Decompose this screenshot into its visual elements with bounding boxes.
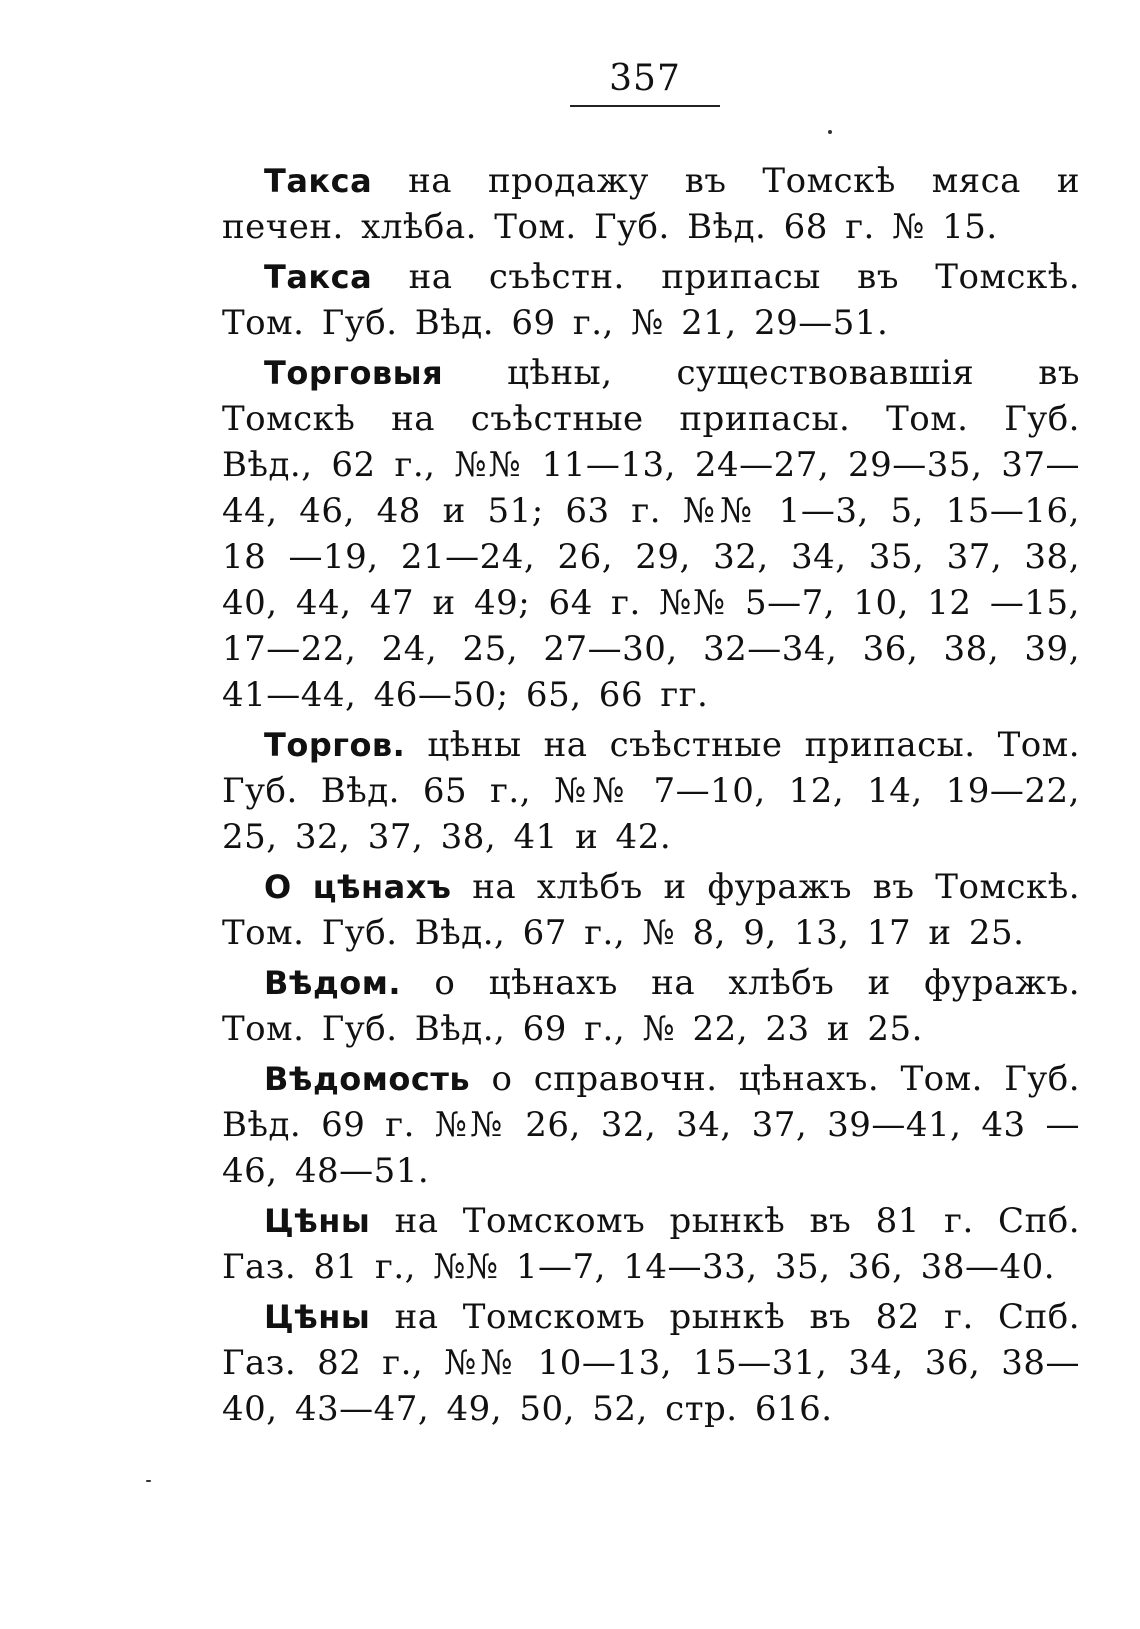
entry-text: на съѣстн. припасы въ Томскѣ. Том. Губ. Вѣд. 69 г., № 21, 29—51. <box>222 257 1080 343</box>
print-speck <box>828 130 832 134</box>
bibliography-entry <box>222 254 1080 346</box>
bibliography-entry <box>222 158 1080 250</box>
bibliography-entry <box>222 960 1080 1052</box>
entry-text: цѣны на съѣстные припасы. Том. Губ. Вѣд. 65 г., №№ 7—10, 12, 14, 19—22, 25, 32, 37, 38, 41 и 42. <box>222 725 1080 857</box>
bibliography-entry <box>222 1198 1080 1290</box>
page-number: 357 <box>609 58 681 99</box>
entry-heading: Вѣдом. <box>264 964 402 1002</box>
entry-heading: О цѣнахъ <box>264 868 452 906</box>
bibliography-entries <box>222 158 1080 1436</box>
entry-heading: Цѣны <box>264 1202 371 1240</box>
entry-text: на Томскомъ рынкѣ въ 81 г. Спб. Газ. 81 г., №№ 1—7, 14—33, 35, 36, 38—40. <box>222 1201 1081 1287</box>
bibliography-entry <box>222 722 1080 860</box>
entry-heading: Такса <box>264 258 373 296</box>
bibliography-entry <box>222 864 1080 956</box>
entry-heading: Торговыя <box>264 354 444 392</box>
entry-text: о справочн. цѣнахъ. Том. Губ. Вѣд. 69 г. №№ 26, 32, 34, 37, 39—41, 43 —46, 48—51. <box>222 1059 1080 1191</box>
entry-text: на Томскомъ рынкѣ въ 82 г. Спб. Газ. 82 г., №№ 10—13, 15—31, 34, 36, 38—40, 43—47, 49, 50, 52, стр. 616. <box>222 1297 1081 1429</box>
entry-text: на продажу въ Томскѣ мяса и печен. хлѣба. Том. Губ. Вѣд. 68 г. № 15. <box>222 161 1081 247</box>
entry-text: на хлѣбъ и фуражъ въ Томскѣ. Том. Губ. Вѣд., 67 г., № 8, 9, 13, 17 и 25. <box>222 867 1081 953</box>
print-speck <box>146 1480 151 1482</box>
entry-text: о цѣнахъ на хлѣбъ и фуражъ. Том. Губ. Вѣд., 69 г., № 22, 23 и 25. <box>222 963 1081 1049</box>
page-number-rule <box>570 105 720 107</box>
bibliography-entry <box>222 1056 1080 1194</box>
entry-heading: Цѣны <box>264 1298 371 1336</box>
entry-heading: Такса <box>264 162 373 200</box>
entry-heading: Торгов. <box>264 726 406 764</box>
bibliography-entry <box>222 350 1080 718</box>
bibliography-entry <box>222 1294 1080 1432</box>
entry-text: цѣны, существовавшія въ Томскѣ на съѣстные припасы. Том. Губ. Вѣд., 62 г., №№ 11—13, 24—27, 29—35, 37—44, 46, 48 и 51; 63 г. №№ 1—3, 5, 15—16, 18 —19, 21—24, 26, 29, 32, 34, 35, 37, 38, 40, 44, 47 и 49; 64 г. №№ 5—7, 10, 12 —15, 17—22, 24, 25, 27—30, 32—34, 36, 38, 39, 41—44, 46—50; 65, 66 гг. <box>222 353 1080 715</box>
entry-heading: Вѣдомость <box>264 1060 471 1098</box>
